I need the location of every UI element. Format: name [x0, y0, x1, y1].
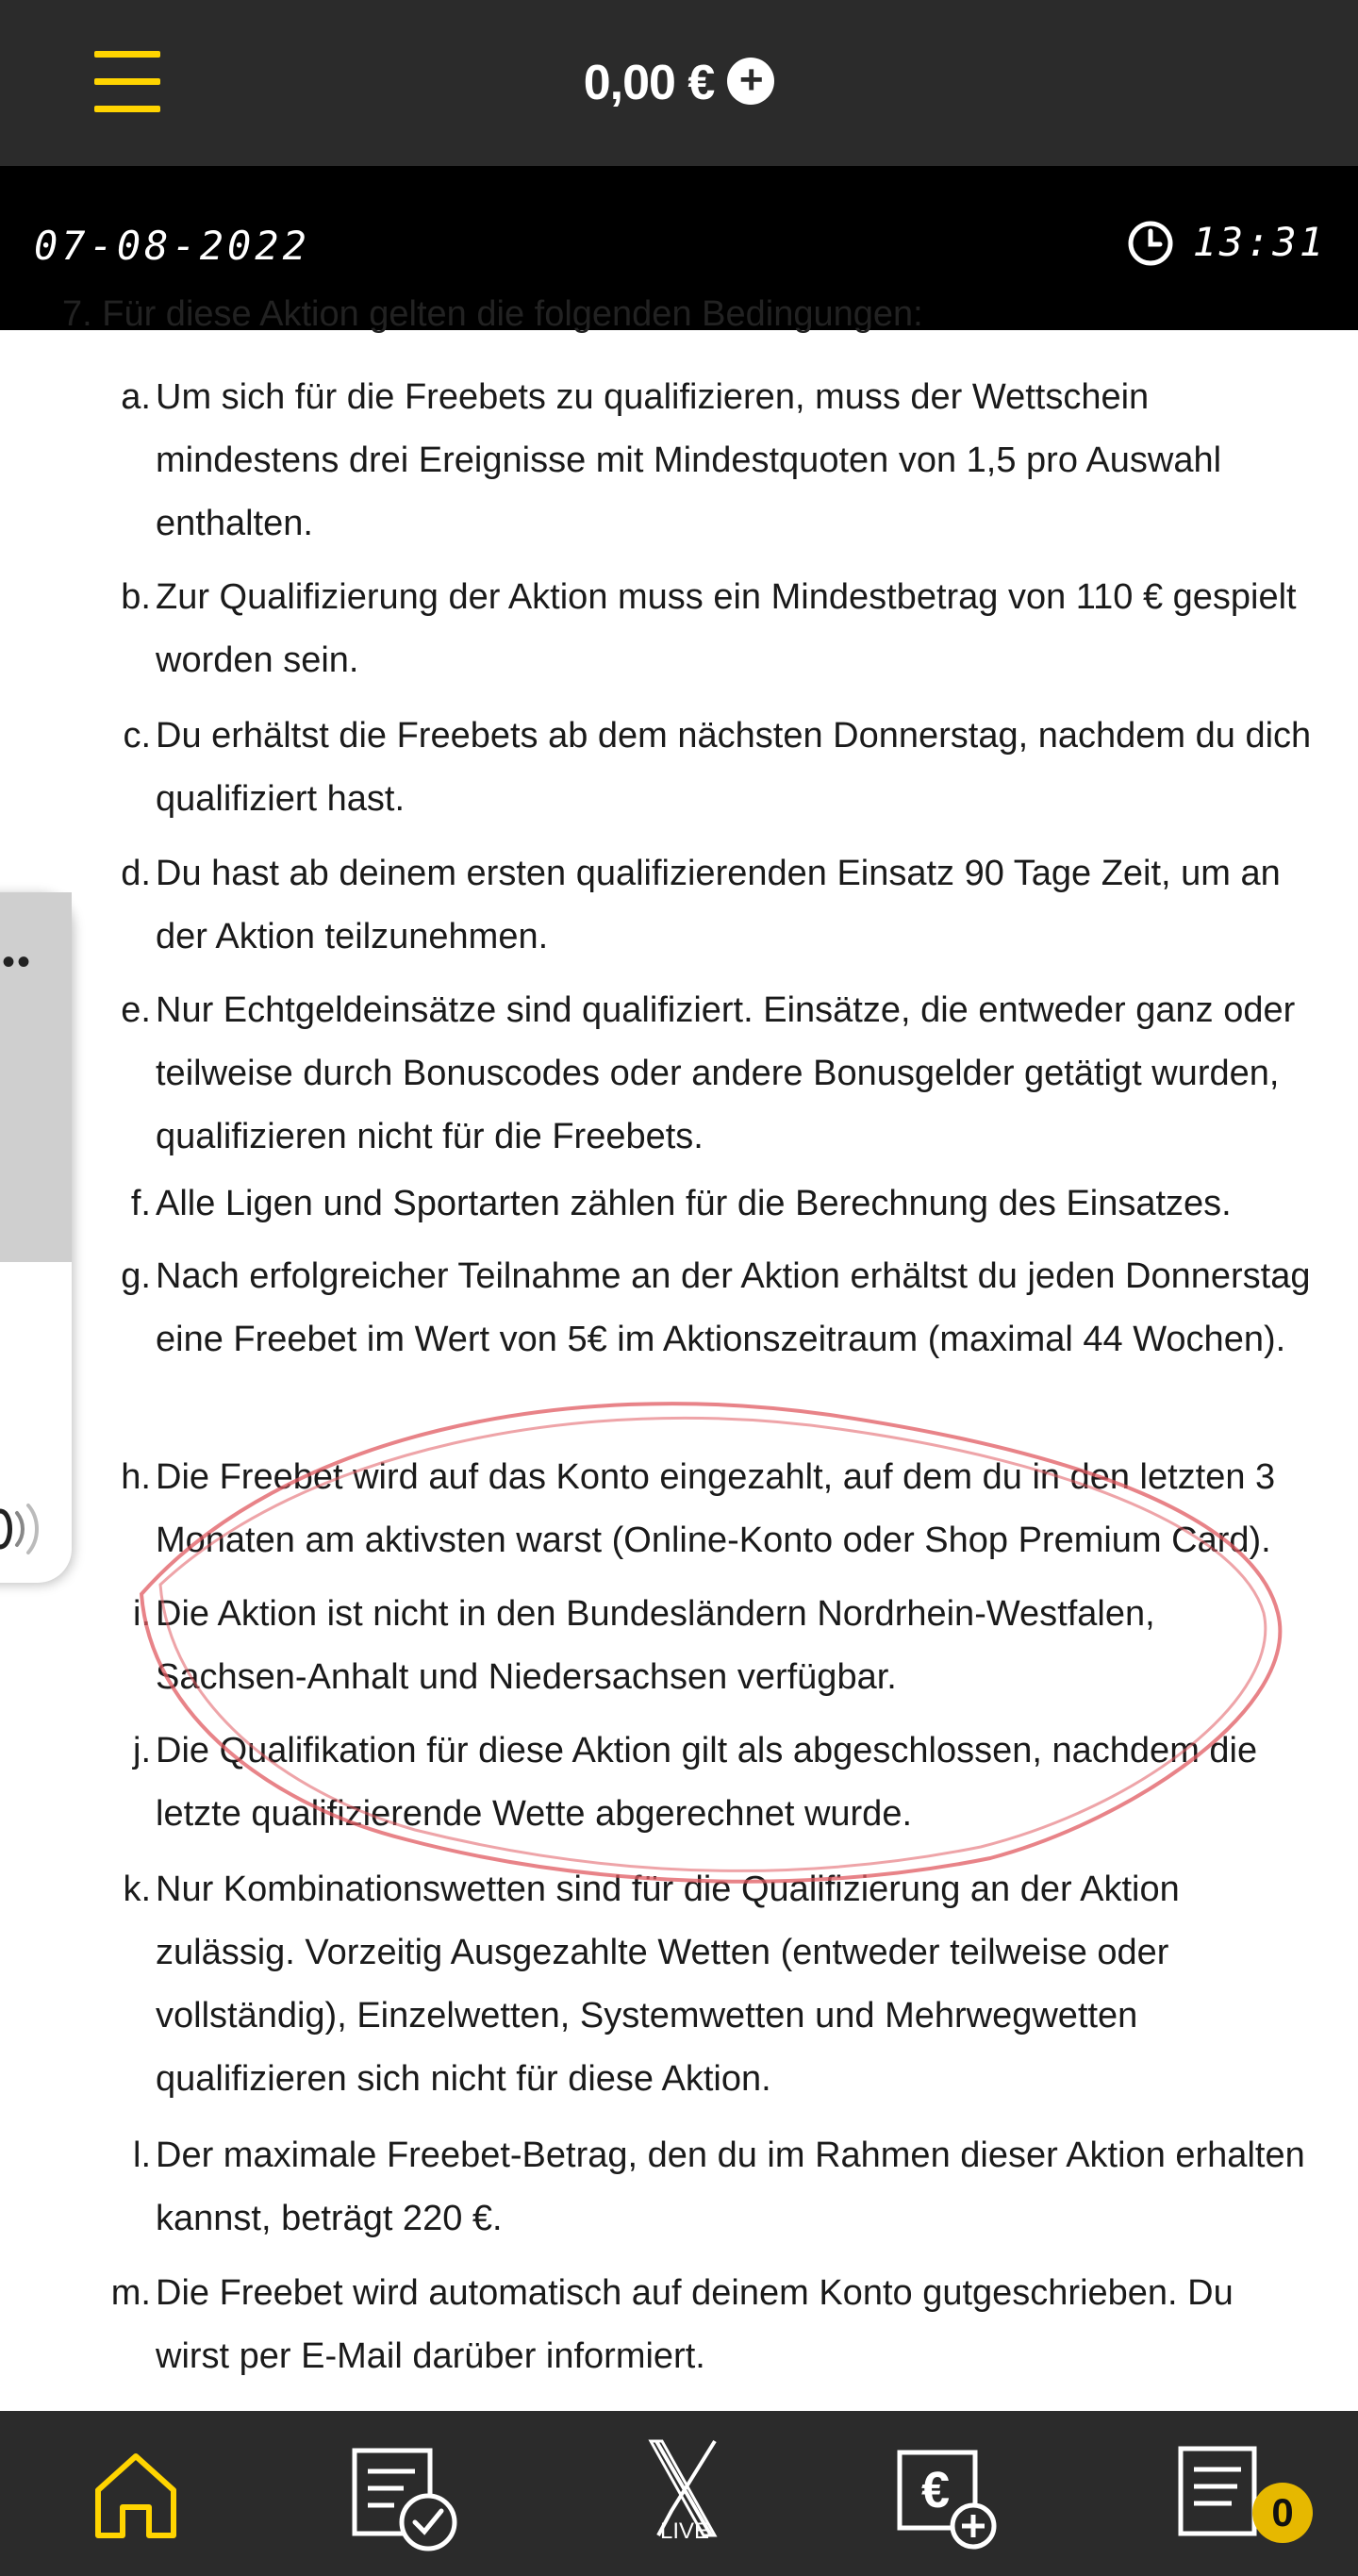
list-item-letter: c. — [123, 716, 151, 756]
balance-amount: 0,00 € — [583, 56, 715, 110]
floating-side-widget[interactable] — [0, 892, 72, 1583]
deposit-euro-icon — [886, 2432, 1018, 2554]
bottom-nav — [0, 2411, 1358, 2576]
current-date: 07-08-2022 — [34, 223, 310, 269]
list-item-letter: j. — [133, 1731, 151, 1770]
list-item-letter: e. — [121, 990, 151, 1030]
bet-slip-check-icon — [338, 2432, 470, 2554]
list-item-text: Alle Ligen und Sportarten zählen für die Berechnung des Einsatzes. — [156, 1184, 1232, 1223]
live-label: LIVE — [660, 2518, 710, 2544]
list-item-text: Die Aktion ist nicht in den Bundesländern Nordrhein-Westfalen, Sachsen-Anhalt und Niedersachsen verfügbar. — [156, 1594, 1155, 1697]
list-item-text: Nur Kombinationswetten sind für die Qualifizierung an der Aktion zulässig. Vorzeitig Ausgezahlte Wetten (entweder teilweise oder vollständig), Einzelwetten, Systemwetten und Mehrwegwetten qualifizieren sich nicht für diese Aktion. — [156, 1870, 1180, 2099]
sound-waves-icon[interactable] — [0, 1496, 51, 1562]
list-item-letter: l. — [133, 2136, 151, 2175]
list-item-text: Der maximale Freebet-Betrag, den du im Rahmen dieser Aktion erhalten kannst, beträgt 220 €. — [156, 2136, 1305, 2238]
nav-deposit[interactable] — [886, 2432, 1018, 2554]
bets-count-badge: 0 — [1252, 2483, 1313, 2543]
list-item-text: Zur Qualifizierung der Aktion muss ein Mindestbetrag von 110 € gespielt worden sein. — [156, 577, 1297, 680]
terms-heading-partial: 7. Für diese Aktion gelten die folgenden Bedingungen: — [62, 294, 923, 334]
svg-text:€: € — [920, 2462, 951, 2518]
more-dots-icon[interactable]: •• — [2, 941, 33, 983]
clock-icon — [1127, 220, 1174, 267]
nav-my-bets[interactable] — [1166, 2432, 1298, 2554]
list-item-letter: g. — [121, 1256, 151, 1296]
list-item-letter: d. — [121, 854, 151, 893]
list-item-text: Die Qualifikation für diese Aktion gilt als abgeschlossen, nachdem die letzte qualifizierende Wette abgerechnet wurde. — [156, 1731, 1258, 1834]
list-item-letter: h. — [121, 1457, 151, 1497]
list-item-text: Du hast ab deinem ersten qualifizierenden Einsatz 90 Tage Zeit, um an der Aktion teilzunehmen. — [156, 854, 1281, 956]
list-item-text: Die Freebet wird auf das Konto eingezahlt, auf dem du in den letzten 3 Monaten am aktivsten warst (Online-Konto oder Shop Premium Card). — [156, 1457, 1276, 1560]
list-item-text: Die Freebet wird automatisch auf deinem Konto gutgeschrieben. Du wirst per E-Mail darüber informiert. — [156, 2273, 1234, 2376]
nav-home[interactable] — [70, 2432, 202, 2554]
list-item-letter: f. — [130, 1184, 151, 1223]
list-item-text: Du erhältst die Freebets ab dem nächsten Donnerstag, nachdem du dich qualifiziert hast. — [156, 716, 1312, 819]
list-item-letter: i. — [133, 1594, 151, 1634]
balance-display — [0, 55, 1358, 111]
plus-circle-icon[interactable]: + — [727, 58, 774, 105]
list-item-letter: k. — [123, 1870, 151, 1909]
current-time-block — [1127, 219, 1326, 267]
list-item-letter: b. — [121, 577, 151, 617]
home-icon — [70, 2432, 202, 2554]
top-bar — [0, 0, 1358, 166]
list-item-letter: m. — [110, 2273, 151, 2313]
list-item-text: Um sich für die Freebets zu qualifizieren, muss der Wettschein mindestens drei Ereignisse mit Mindestquoten von 1,5 pro Auswahl enthalten. — [156, 377, 1222, 543]
list-item-text: Nach erfolgreicher Teilnahme an der Aktion erhältst du jeden Donnerstag eine Freebet im Wert von 5€ im Aktionszeitraum (maximal 44 Wochen). — [156, 1256, 1311, 1359]
nav-bet-slip[interactable] — [338, 2432, 470, 2554]
current-time: 13:31 — [1192, 219, 1326, 265]
terms-content — [0, 294, 1358, 2411]
list-item-text: Nur Echtgeldeinsätze sind qualifiziert. Einsätze, die entweder ganz oder teilweise durch Bonuscodes oder andere Bonusgelder getätigt wurden, qualifizieren nicht für die Freebets. — [156, 990, 1296, 1156]
list-item-letter: a. — [121, 377, 151, 417]
nav-live[interactable] — [613, 2432, 745, 2554]
